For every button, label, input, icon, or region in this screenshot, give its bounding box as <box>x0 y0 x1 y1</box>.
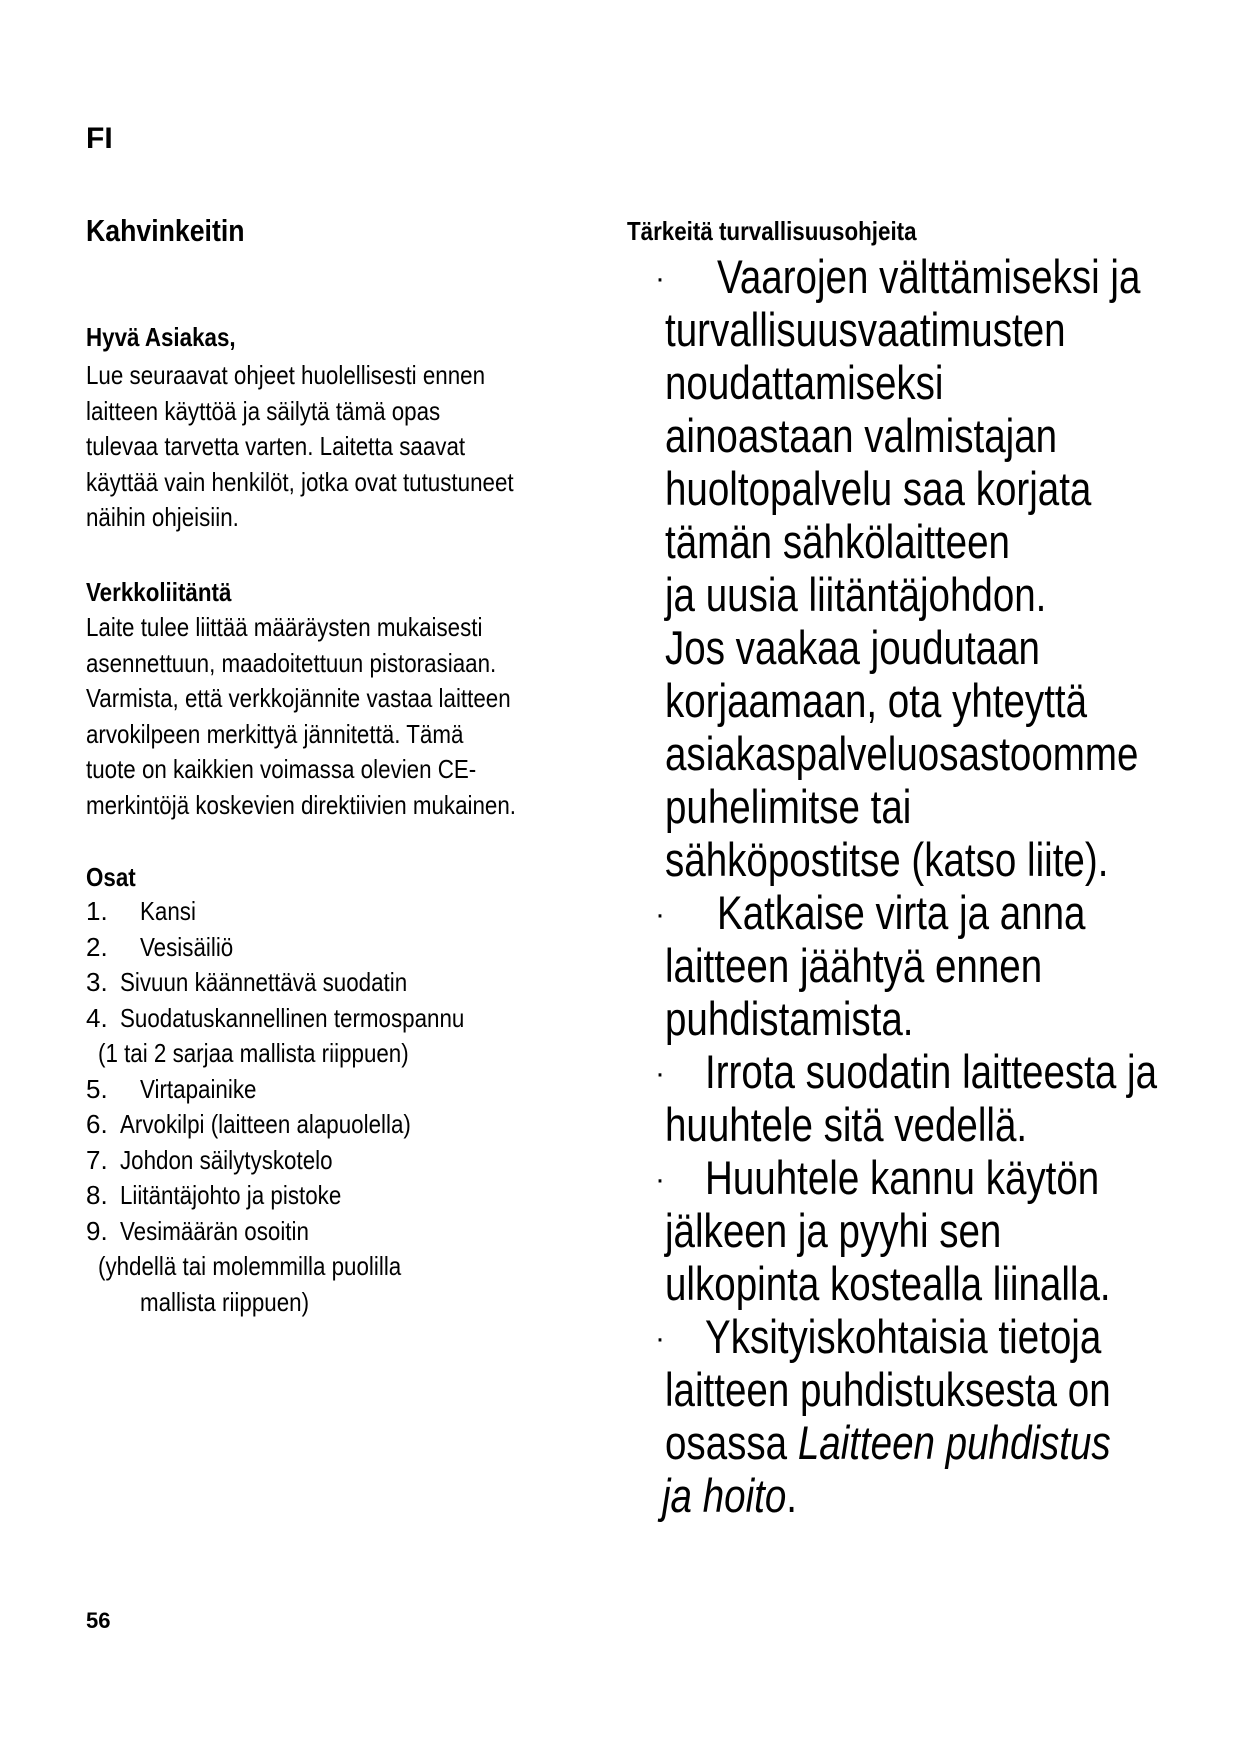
bullet-icon: · <box>655 1057 665 1090</box>
greeting-heading: Hyvä Asiakas, <box>86 322 236 352</box>
list-item: 1. Kansi <box>86 896 196 926</box>
list-item: 6. Arvokilpi (laitteen alapuolella) <box>86 1109 411 1139</box>
bullet-icon: · <box>655 898 665 931</box>
bullet-icon: · <box>655 1322 665 1355</box>
connection-paragraph: Laite tulee liittää määräysten mukaisesti asennettuun, maadoitettuun pistorasiaan. Varmista, että verkkojännite vastaa laitteen arvokilpeen merkittyä jännitettä. Tämä tuote on kaikkien voimassa olevien CE- merkintöjä koskevien direktiivien mukainen. <box>86 612 517 820</box>
list-item: 2. Vesisäiliö <box>86 931 234 962</box>
list-item: 9. Vesimäärän osoitin <box>86 1215 309 1246</box>
list-item: 8. Liitäntäjohto ja pistoke <box>86 1180 342 1210</box>
bullet-icon: · <box>655 262 665 295</box>
connection-heading: Verkkoliitäntä <box>86 577 232 607</box>
list-item-continuation: (1 tai 2 sarjaa mallista riippuen) <box>98 1038 409 1068</box>
safety-heading: Tärkeitä turvallisuusohjeita <box>627 216 917 246</box>
language-code: FI <box>86 122 113 155</box>
page-number: 56 <box>86 1608 111 1633</box>
list-item: 4. Suodatuskannellinen termospannu <box>86 1002 465 1033</box>
list-item: 7. Johdon säilytyskotelo <box>86 1144 333 1175</box>
list-item: 5. Virtapainike <box>86 1073 257 1104</box>
page-title: Kahvinkeitin <box>86 213 245 248</box>
bullet-icon: · <box>655 1163 665 1196</box>
intro-paragraph: Lue seuraavat ohjeet huolellisesti ennen laitteen käyttöä ja säilytä tämä opas tulevaa tarvetta varten. Laitetta saavat käyttää vain henkilöt, jotka ovat tutustuneet näihin ohjeisiin. <box>86 360 514 532</box>
list-item-continuation: mallista riippuen) <box>140 1286 310 1317</box>
list-item: 3. Sivuun käännettävä suodatin <box>86 967 408 997</box>
parts-heading: Osat <box>86 862 136 892</box>
list-item-continuation: (yhdellä tai molemmilla puolilla <box>98 1251 402 1281</box>
parts-list <box>86 894 465 1320</box>
